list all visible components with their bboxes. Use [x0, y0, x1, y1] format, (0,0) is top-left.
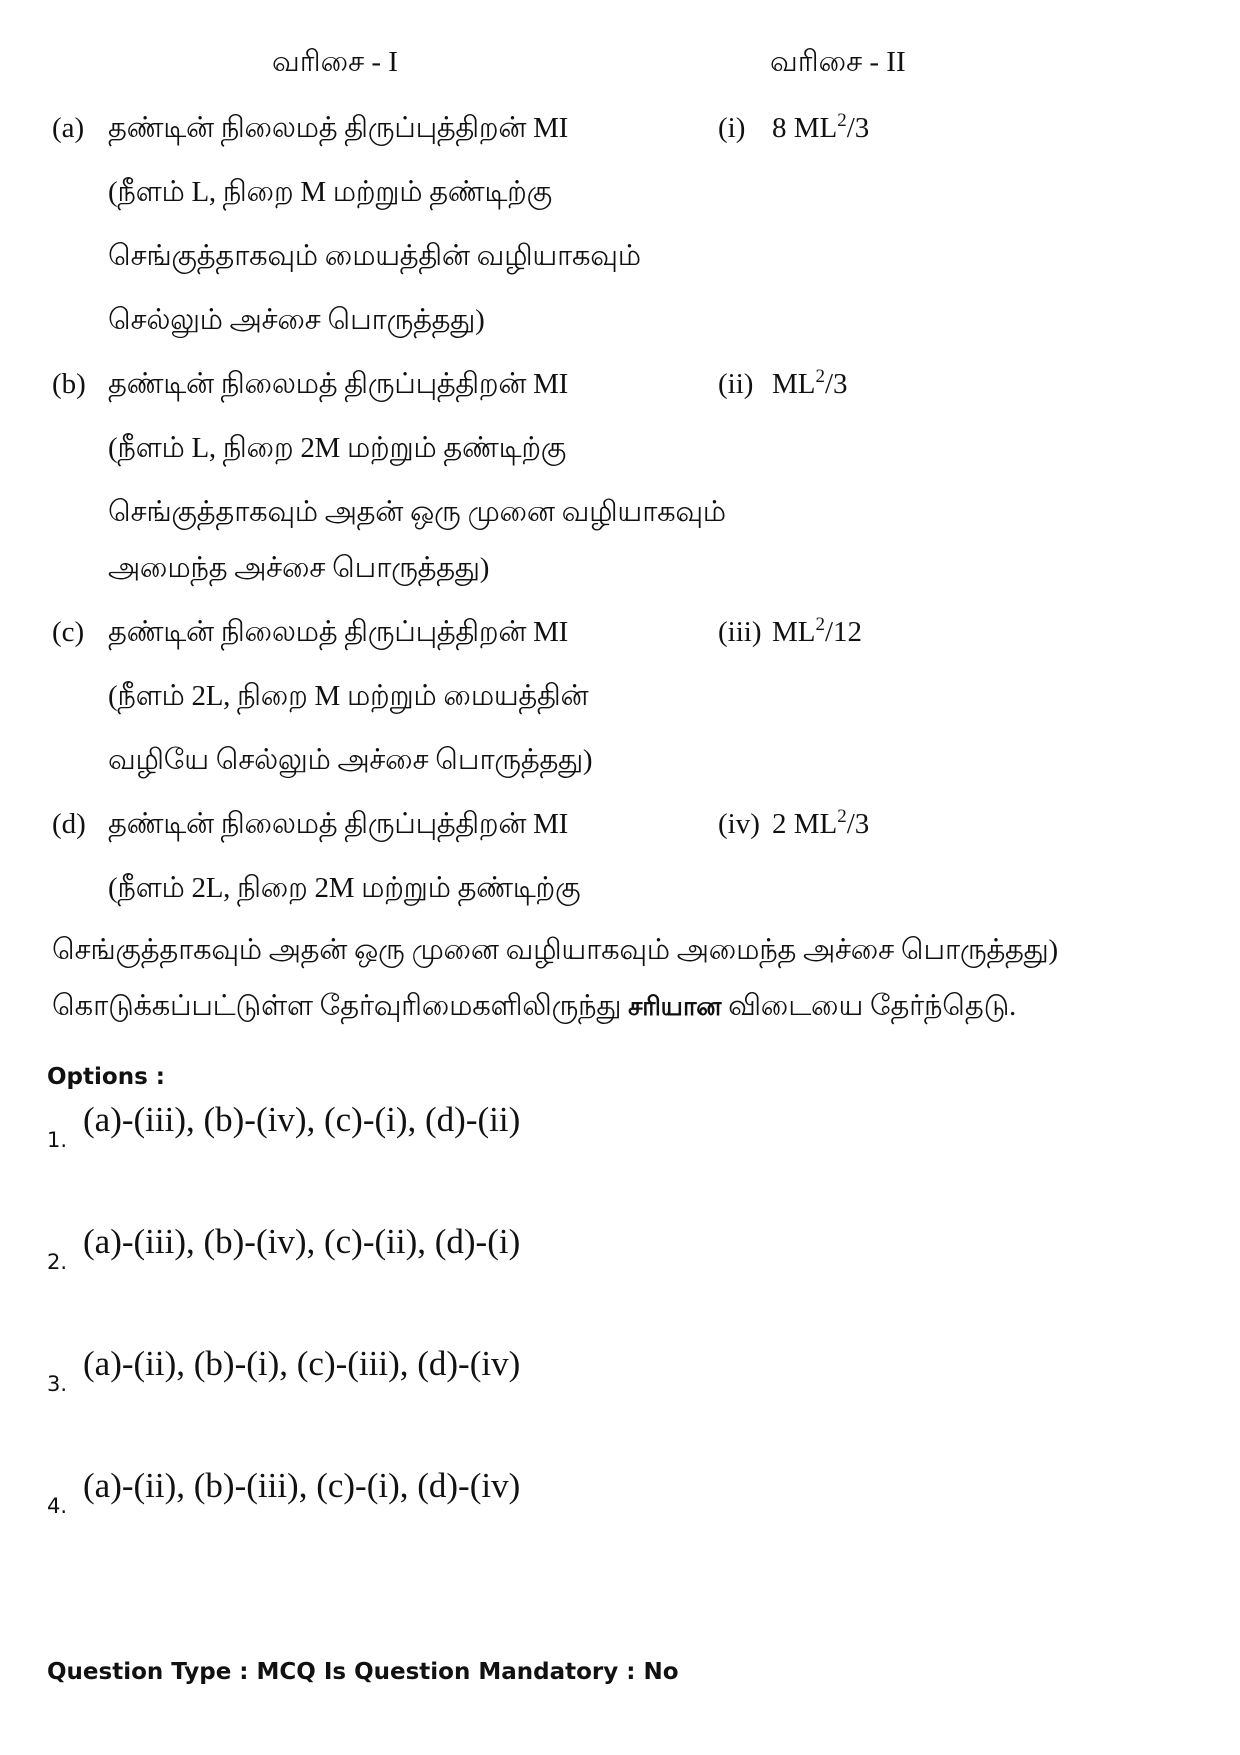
item-label-d: (d): [52, 808, 86, 840]
answer-value-i: 8 $ML^2/3$: [772, 110, 870, 144]
option-number: 2.: [47, 1250, 68, 1274]
item-d-line-1: தண்டின் நிலைமத் திருப்புத்திறன் MI: [108, 808, 568, 840]
option-text: (a)-(ii), (b)-(i), (c)-(iii), (d)-(iv): [83, 1344, 521, 1383]
option-number: 4.: [47, 1494, 68, 1518]
answer-value-ii: $ML^2/3$: [772, 366, 848, 400]
item-label-c: (c): [52, 616, 85, 648]
answer-label-iii: (iii): [718, 616, 762, 648]
option-text: (a)-(iii), (b)-(iv), (c)-(i), (d)-(ii): [83, 1100, 521, 1139]
item-a-line-4: செல்லும் அச்சை பொருத்தது): [108, 304, 485, 336]
item-d-continuation: செங்குத்தாகவும் அதன் ஒரு முனை வழியாகவும் அமைந்த அச்சை பொருத்தது): [52, 934, 1058, 966]
option-text: (a)-(iii), (b)-(iv), (c)-(ii), (d)-(i): [83, 1222, 521, 1261]
item-a-line-3: செங்குத்தாகவும் மையத்தின் வழியாகவும்: [108, 240, 641, 272]
answer-label-i: (i): [718, 112, 746, 144]
item-c-line-1: தண்டின் நிலைமத் திருப்புத்திறன் MI: [108, 616, 568, 648]
item-b-line-4: அமைந்த அச்சை பொருத்தது): [108, 552, 490, 584]
item-label-b: (b): [52, 368, 86, 400]
question-meta-footer: Question Type : MCQ Is Question Mandatory : No: [47, 1659, 679, 1685]
option-number: 3.: [47, 1372, 68, 1396]
option-number: 1.: [47, 1128, 68, 1152]
answer-value-iii: $ML^2/12$: [772, 614, 863, 648]
answer-label-iv: (iv): [718, 808, 760, 840]
option-text: (a)-(ii), (b)-(iii), (c)-(i), (d)-(iv): [83, 1466, 521, 1505]
item-a-line-2: (நீளம் L, நிறை M மற்றும் தண்டிற்கு: [108, 176, 552, 208]
item-a-line-1: தண்டின் நிலைமத் திருப்புத்திறன் MI: [108, 112, 568, 144]
item-b-line-1: தண்டின் நிலைமத் திருப்புத்திறன் MI: [108, 368, 568, 400]
instruction-text: கொடுக்கப்பட்டுள்ள தேர்வுரிமைகளிலிருந்து சரியான விடையை தேர்ந்தெடு.: [52, 990, 1016, 1022]
item-c-line-3: வழியே செல்லும் அச்சை பொருத்தது): [108, 744, 593, 776]
options-label: Options :: [47, 1064, 165, 1090]
item-b-line-3: செங்குத்தாகவும் அதன் ஒரு முனை வழியாகவும்: [108, 496, 726, 528]
answer-label-ii: (ii): [718, 368, 754, 400]
item-label-a: (a): [52, 112, 85, 144]
item-b-line-2: (நீளம் L, நிறை 2M மற்றும் தண்டிற்கு: [108, 432, 567, 464]
item-d-line-2: (நீளம் 2L, நிறை 2M மற்றும் தண்டிற்கு: [108, 872, 581, 904]
list-1-header: வரிசை - I: [272, 46, 398, 78]
list-2-header: வரிசை - II: [770, 46, 906, 78]
item-c-line-2: (நீளம் 2L, நிறை M மற்றும் மையத்தின்: [108, 680, 589, 712]
answer-value-iv: 2 $ML^2/3$: [772, 806, 870, 840]
